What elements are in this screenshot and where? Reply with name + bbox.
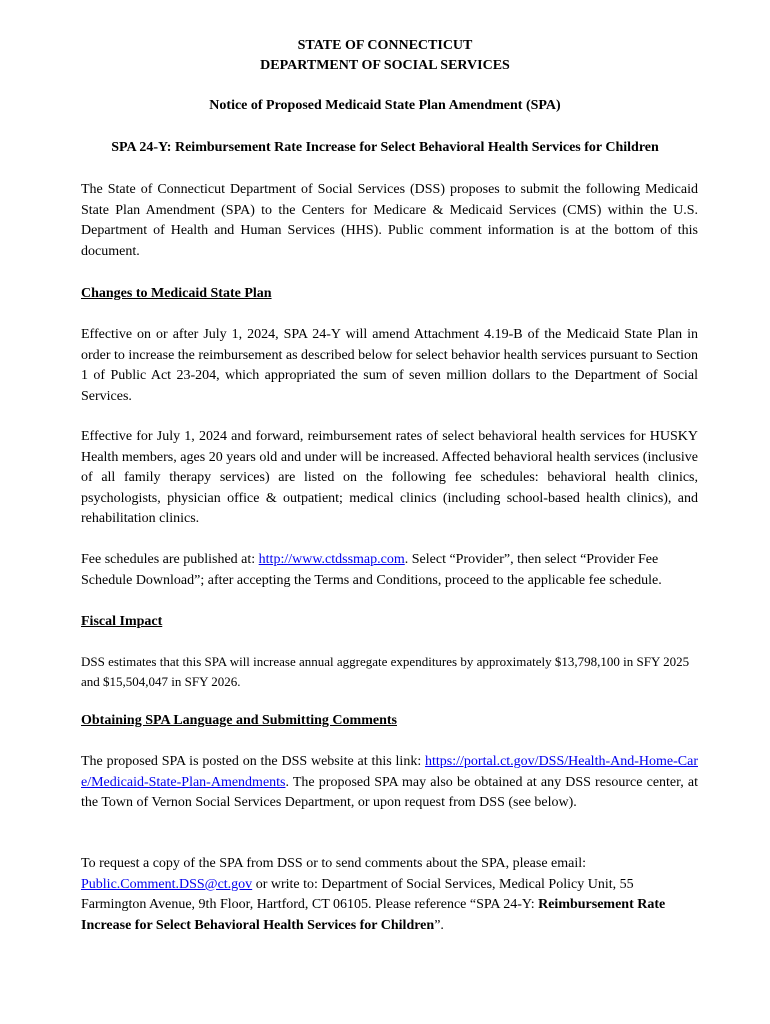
request-prefix: To request a copy of the SPA from DSS or to send comments about the SPA, please email: xyxy=(81,856,587,871)
fee-suffix: . Select “Provider”, then select “Provider Fee Schedule Download”; after accepting the Terms and Conditions, proceed to the applicable fee schedule. xyxy=(81,552,662,588)
changes-heading: Changes to Medicaid State Plan xyxy=(81,286,272,301)
ctdssmap-link[interactable]: http://www.ctdssmap.com xyxy=(258,552,405,567)
state-heading: STATE OF CONNECTICUT xyxy=(297,38,473,53)
request-suffix: ”. xyxy=(434,917,444,933)
fiscal-paragraph: DSS estimates that this SPA will increase annual aggregate expenditures by approximately $13,798,100 in SFY 2025 and $15,504,047 in SFY 2026. xyxy=(81,654,690,689)
obtaining-paragraph-2 xyxy=(81,854,698,936)
fiscal-heading: Fiscal Impact xyxy=(81,614,163,629)
obtaining-paragraph-1 xyxy=(81,752,698,814)
changes-paragraph-2: Effective for July 1, 2024 and forward, reimbursement rates of select behavioral health services for HUSKY Health members, ages 20 years old and under will be increased. Affected behavioral health services (inclusive of all family therapy services) are listed on the following fee schedules: behavioral health clinics, psychologists, physician office & outpatient; medical clinics (including school-based health clinics), and rehabilitation clinics. xyxy=(81,429,698,527)
fee-schedule-paragraph xyxy=(81,550,698,591)
obtaining-prefix: The proposed SPA is posted on the DSS website at this link: xyxy=(81,754,426,769)
notice-title: Notice of Proposed Medicaid State Plan Amendment (SPA) xyxy=(209,98,561,113)
spa-title: SPA 24-Y: Reimbursement Rate Increase for Select Behavioral Health Services for Children xyxy=(111,140,659,155)
comment-email-link[interactable]: Public.Comment.DSS@ct.gov xyxy=(81,876,253,892)
fee-prefix: Fee schedules are published at: xyxy=(81,552,259,567)
obtaining-heading: Obtaining SPA Language and Submitting Comments xyxy=(81,713,397,728)
obtaining-suffix: . The proposed SPA may also be obtained at any DSS resource center, at the Town of Vernon Social Services Department, or upon request from DSS (see below). xyxy=(81,774,698,811)
department-heading: DEPARTMENT OF SOCIAL SERVICES xyxy=(260,58,510,73)
request-bold-title: Reimbursement Rate Increase for Select Behavioral Health Services for Children xyxy=(81,897,666,933)
intro-paragraph: The State of Connecticut Department of Social Services (DSS) proposes to submit the following Medicaid State Plan Amendment (SPA) to the Centers for Medicare & Medicaid Services (CMS) within the U.S. Department of Health and Human Services (HHS). Public comment information is at the bottom of this document. xyxy=(81,182,698,259)
request-middle: or write to: Department of Social Services, Medical Policy Unit, 55 Farmington Avenue, 9th Floor, Hartford, CT 06105. Please reference “SPA 24-Y: xyxy=(81,876,634,913)
changes-paragraph-1: Effective on or after July 1, 2024, SPA 24-Y will amend Attachment 4.19-B of the Medicaid State Plan in order to increase the reimbursement as described below for select behavior health services pursuant to Section 1 of Public Act 23-204, which appropriated the sum of seven million dollars to the Department of Social Services. xyxy=(81,327,698,404)
dss-spa-link[interactable]: https://portal.ct.gov/DSS/Health-And-Home-Care/Medicaid-State-Plan-Amendments xyxy=(81,754,698,790)
